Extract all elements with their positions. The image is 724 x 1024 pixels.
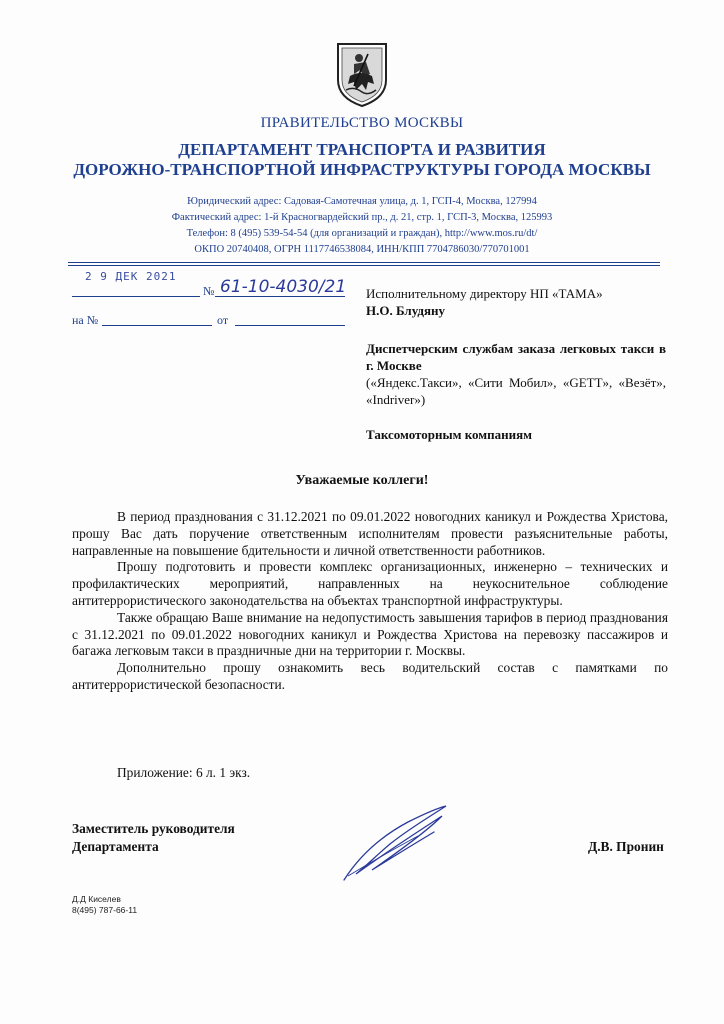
reference-label: на № bbox=[72, 313, 99, 327]
signatory-title-line1: Заместитель руководителя bbox=[72, 821, 235, 836]
date-stamp: 2 9 ДЕК 2021 bbox=[85, 270, 177, 283]
header-divider bbox=[68, 262, 660, 263]
phone-line: Телефон: 8 (495) 539-54-54 (для организаций и граждан), http://www.mos.ru/dt/ bbox=[186, 228, 538, 239]
body-paragraph-2: Прошу подготовить и провести комплекс организационных, инженерно – технических и профилактических мероприятий, направленных на неукоснительное соблюдение антитеррористического законодательства на объектах транспортной инфраструктуры. bbox=[72, 559, 668, 608]
addressee-name: Н.О. Блудяну bbox=[366, 303, 445, 318]
reference-from-label: от bbox=[217, 313, 229, 327]
reference-date-underline bbox=[235, 325, 345, 326]
signatory-title bbox=[72, 820, 235, 856]
actual-address: Фактический адрес: 1-й Красногвардейский пр., д. 21, стр. 1, ГСП-3, Москва, 125993 bbox=[171, 212, 553, 223]
handwritten-signature-icon bbox=[338, 798, 450, 888]
addressee-taxi-companies: Таксомоторным компаниям bbox=[366, 427, 533, 442]
date-underline bbox=[72, 296, 200, 297]
header-divider-thin bbox=[68, 265, 660, 266]
addressee-dispatch-list: («Яндекс.Такси», «Сити Мобил», «GETT», «Везёт», «Indriver») bbox=[366, 375, 666, 407]
department-title-line2: ДОРОЖНО-ТРАНСПОРТНОЙ ИНФРАСТРУКТУРЫ ГОРОДА МОСКВЫ bbox=[73, 160, 651, 179]
outgoing-number: 61-10-4030/21 bbox=[220, 277, 347, 297]
department-title-line1: ДЕПАРТАМЕНТ ТРАНСПОРТА И РАЗВИТИЯ bbox=[178, 140, 546, 159]
attachment-note: Приложение: 6 л. 1 экз. bbox=[117, 765, 251, 780]
number-underline bbox=[215, 296, 345, 297]
signatory-title-line2: Департамента bbox=[72, 839, 159, 854]
addressee-dispatch: Диспетчерским службам заказа легковых такси в г. Москве bbox=[366, 341, 666, 373]
body-paragraph-3: Также обращаю Ваше внимание на недопустимость завышения тарифов в период празднования с 31.12.2021 по 09.01.2022 новогодних каникул и Рождества Христова на перевозку пассажиров и багажа легковым такси в праздничные дни на территории г. Москвы. bbox=[72, 609, 668, 659]
addressee-director: Исполнительному директору НП «ТАМА» bbox=[366, 286, 603, 301]
executor-phone: 8(495) 787-66-11 bbox=[72, 905, 138, 915]
body-paragraph-1: В период празднования с 31.12.2021 по 09.01.2022 новогодних каникул и Рождества Христова, прошу Вас дать поручение ответственным исполнителям провести разъяснительные работы, направленные на повышение бдительности и личной ответственности работников. bbox=[72, 509, 668, 558]
registration-codes: ОКПО 20740408, ОГРН 1117746538084, ИНН/КПП 7704786030/770701001 bbox=[194, 244, 530, 255]
government-name: ПРАВИТЕЛЬСТВО МОСКВЫ bbox=[260, 115, 464, 131]
body-paragraph-4: Дополнительно прошу ознакомить весь водительский состав с памятками по антитеррористической безопасности. bbox=[72, 660, 668, 692]
moscow-coat-of-arms-icon bbox=[332, 40, 392, 108]
letter-body bbox=[72, 509, 668, 694]
number-prefix: № bbox=[203, 284, 215, 298]
legal-address: Юридический адрес: Садовая-Самотечная улица, д. 1, ГСП-4, Москва, 127994 bbox=[187, 196, 537, 207]
reference-number-underline bbox=[102, 325, 212, 326]
executor-name: Д.Д Киселев bbox=[72, 894, 121, 904]
greeting: Уважаемые коллеги! bbox=[295, 473, 429, 488]
signatory-name: Д.В. Пронин bbox=[588, 839, 664, 854]
